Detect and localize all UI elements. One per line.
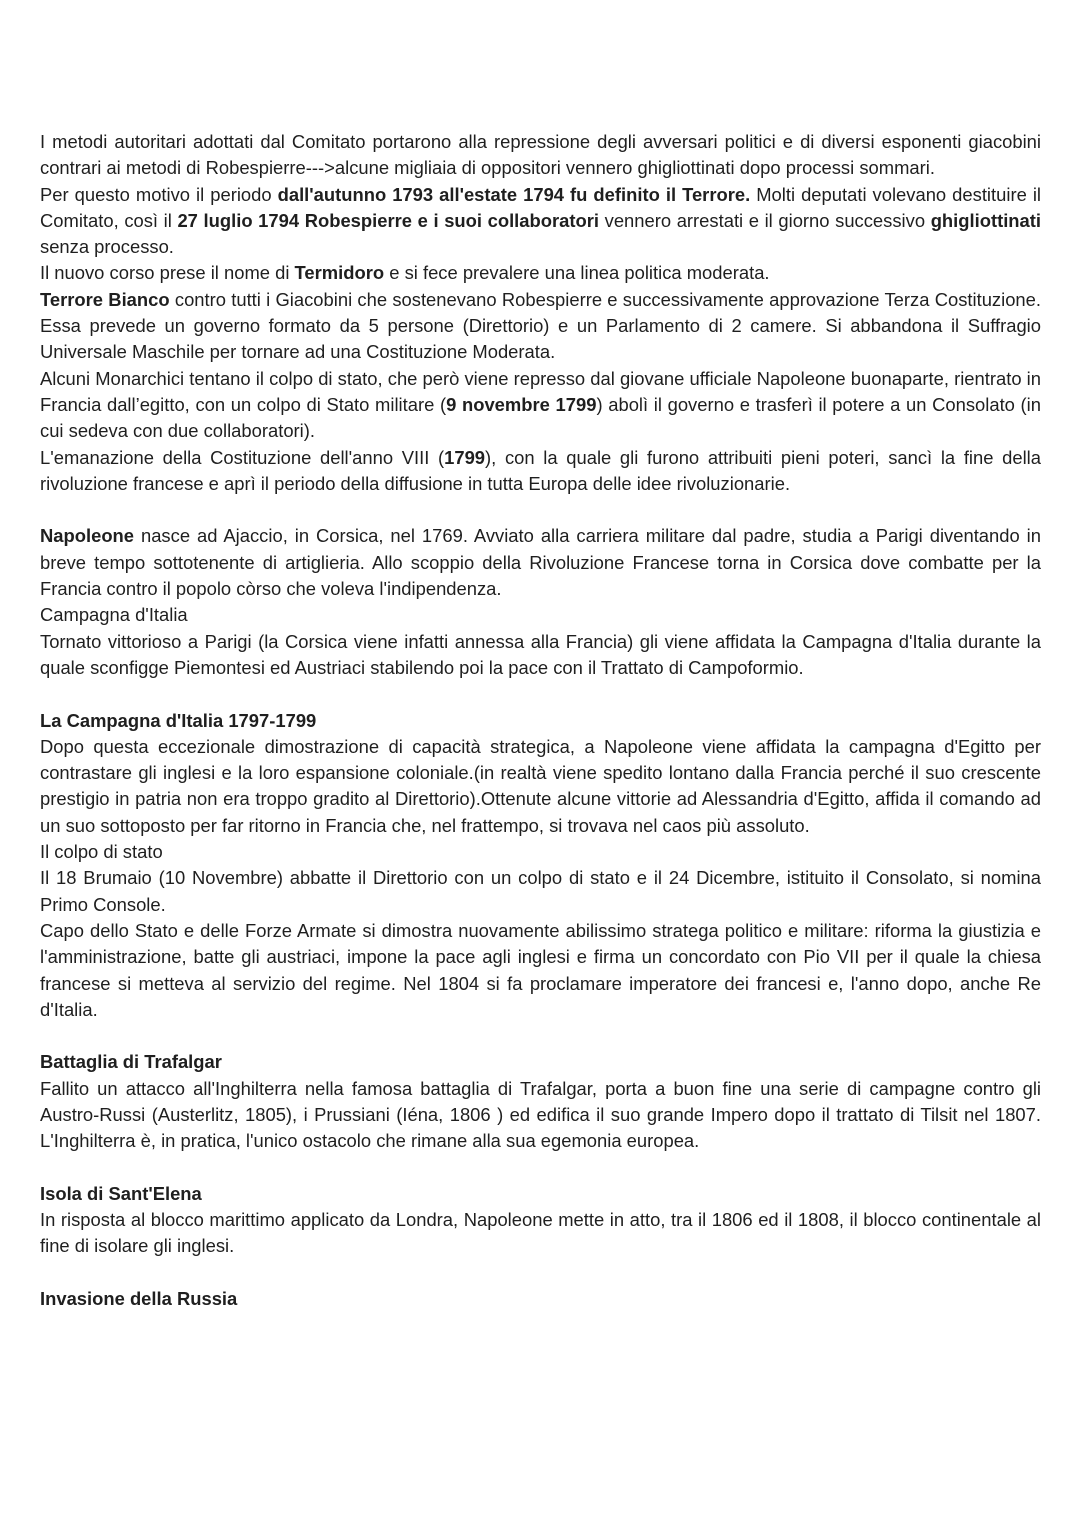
paragraph: Napoleone nasce ad Ajaccio, in Corsica, nel 1769. Avviato alla carriera militare dal padre, studia a Parigi diventando in breve tempo sottotenente di artiglieria. Allo scoppio della Rivoluzione Francese torna in Corsica dove combatte per la Francia contro il popolo còrso che voleva l'indipendenza.	[40, 525, 1041, 600]
bold-text: ghigliottinati	[930, 209, 1042, 231]
paragraph: Il colpo di stato	[40, 841, 163, 863]
section-terrore	[40, 129, 1041, 497]
bold-text: 9 novembre 1799	[446, 393, 597, 415]
paragraph: Terrore Bianco contro tutti i Giacobini che sostenevano Robespierre e successivamente approvazione Terza Costituzione. Essa prevede un governo formato da 5 persone (Direttorio) e un Parlamento di 2 camere. Si abbandona il Suffragio Universale Maschile per tornare ad una Costituzione Moderata.	[40, 288, 1042, 363]
paragraph: In risposta al blocco marittimo applicato da Londra, Napoleone mette in atto, tra il 1806 ed il 1808, il blocco continentale al fine di isolare gli inglesi.	[40, 1209, 1041, 1257]
paragraph: Dopo questa eccezionale dimostrazione di capacità strategica, a Napoleone viene affidata la campagna d'Egitto per contrastare gli inglesi e la loro espansione coloniale.(in realtà viene spedito lontano dalla Francia perché il suo crescente prestigio in patria non era troppo gradito al Direttorio).Ottenute alcune vittorie ad Alessandria d'Egitto, affida il comando ad un suo sottoposto per far ritorno in Francia che, nel frattempo, si trovava nel caos più assoluto.	[40, 735, 1041, 836]
paragraph: Per questo motivo il periodo dall'autunno 1793 all'estate 1794 fu definito il Terrore. Molti deputati volevano destituire il Comitato, così il 27 luglio 1794 Robespierre e i suoi collaboratori vennero arrestati e il giorno successivo ghigliottinati senza processo.	[40, 183, 1042, 258]
paragraph: Fallito un attacco all'Inghilterra nella famosa battaglia di Trafalgar, porta a buon fine una serie di campagne contro gli Austro-Russi (Austerlitz, 1805), i Prussiani (Iéna, 1806 ) ed edifica il suo grande Impero dopo il trattato di Tilsit nel 1807. L'Inghilterra è, in pratica, l'unico ostacolo che rimane alla sua egemonia europea.	[40, 1077, 1041, 1152]
heading-campagna-italia: La Campagna d'Italia 1797-1799	[40, 709, 317, 731]
heading-sant-elena: Isola di Sant'Elena	[40, 1182, 202, 1204]
paragraph: L'emanazione della Costituzione dell'anno VIII (1799), con la quale gli furono attribuiti pieni poteri, sancì la fine della rivoluzione francese e aprì il periodo della diffusione in tutta Europa delle idee rivoluzionarie.	[40, 446, 1041, 494]
bold-text: Termidoro	[294, 262, 385, 284]
paragraph: Campagna d'Italia	[40, 604, 188, 626]
bold-text: 1799	[444, 446, 486, 468]
blank-line	[40, 681, 1041, 707]
document-page	[40, 129, 1041, 1312]
section-trafalgar	[40, 1076, 1041, 1155]
paragraph: Capo dello Stato e delle Forze Armate si dimostra nuovamente abilissimo stratega politico e militare: riforma la giustizia e l'amministrazione, batte gli austriaci, impone la pace agli inglesi e firma un concordato con Pio VII per il quale la chiesa francese si metteva al servizio del regime. Nel 1804 si fa proclamare imperatore dei francesi e, l'anno dopo, anche Re d'Italia.	[40, 919, 1041, 1020]
blank-line	[40, 1260, 1041, 1286]
paragraph: Alcuni Monarchici tentano il colpo di stato, che però viene represso dal giovane ufficiale Napoleone buonaparte, rientrato in Francia dall’egitto, con un colpo di Stato militare (9 novembre 1799) abolì il governo e trasferì il potere a un Consolato (in cui sedeva con due collaboratori).	[40, 367, 1041, 442]
section-napoleone	[40, 523, 1041, 681]
paragraph: Il nuovo corso prese il nome di Termidoro e si fece prevalere una linea politica moderata.	[40, 262, 770, 284]
bold-text: Terrore Bianco	[40, 288, 170, 310]
paragraph: I metodi autoritari adottati dal Comitato portarono alla repressione degli avversari politici e di diversi esponenti giacobini contrari ai metodi di Robespierre--->alcune migliaia di oppositori vennero ghigliottinati dopo processi sommari.	[40, 131, 1041, 179]
paragraph: Tornato vittorioso a Parigi (la Corsica viene infatti annessa alla Francia) gli viene affidata la Campagna d'Italia durante la quale sconfigge Piemontesi ed Austriaci stabilendo poi la pace con il Trattato di Campoformio.	[40, 630, 1041, 678]
bold-text: 27 luglio 1794 Robespierre e i suoi collaboratori	[177, 209, 600, 231]
blank-line	[40, 1023, 1041, 1049]
bold-text: dall'autunno 1793 all'estate 1794 fu definito il Terrore.	[277, 183, 751, 205]
paragraph: Il 18 Brumaio (10 Novembre) abbatte il Direttorio con un colpo di stato e il 24 Dicembre, istituito il Consolato, si nomina Primo Console.	[40, 867, 1041, 915]
heading-trafalgar: Battaglia di Trafalgar	[40, 1051, 222, 1073]
blank-line	[40, 497, 1041, 523]
heading-invasione-russia: Invasione della Russia	[40, 1288, 238, 1310]
section-campagna-italia	[40, 734, 1041, 1023]
blank-line	[40, 1155, 1041, 1181]
bold-text: Napoleone	[40, 525, 135, 547]
section-sant-elena	[40, 1207, 1041, 1260]
